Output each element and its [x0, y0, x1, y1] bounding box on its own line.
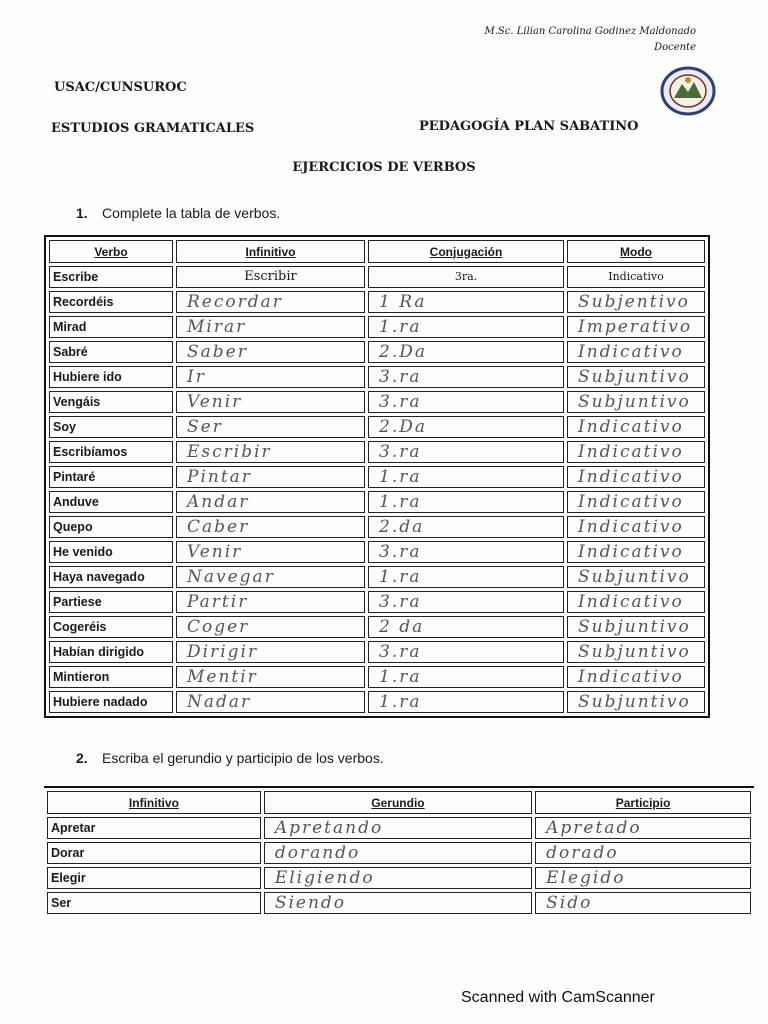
infinitive-cell: Ir: [176, 366, 365, 388]
mood-cell: Subjuntivo: [567, 616, 705, 638]
conjugation-cell: 2.Da: [368, 416, 564, 438]
infinitive-cell: Mirar: [176, 316, 365, 338]
verb-row: [49, 541, 705, 563]
conjugation-cell: 1.ra: [368, 666, 564, 688]
gerund-row: [47, 842, 751, 864]
institution-label: USAC/CUNSUROC: [54, 80, 187, 95]
mood-cell: Indicativo: [567, 491, 705, 513]
participle-cell: Sido: [535, 892, 751, 914]
mood-cell: Indicativo: [567, 441, 705, 463]
mood-cell: Indicativo: [567, 341, 705, 363]
infinitive-cell: Apretar: [47, 817, 261, 839]
gerund-cell: dorando: [264, 842, 532, 864]
mood-cell: Subjentivo: [567, 291, 705, 313]
mood-cell: Indicativo: [567, 266, 705, 288]
col-modo: Modo: [567, 240, 705, 263]
verb-cell: Recordéis: [49, 291, 173, 313]
mood-cell: Indicativo: [567, 516, 705, 538]
conjugation-cell: 1 Ra: [368, 291, 564, 313]
verb-cell: Cogeréis: [49, 616, 173, 638]
verb-cell: Pintaré: [49, 466, 173, 488]
verbs-table: [44, 235, 710, 718]
gerund-cell: Eligiendo: [264, 867, 532, 889]
infinitive-cell: Recordar: [176, 291, 365, 313]
page-title: EJERCICIOS DE VERBOS: [292, 160, 476, 175]
conjugation-cell: 3.ra: [368, 541, 564, 563]
verb-cell: He venido: [49, 541, 173, 563]
verb-cell: Escribíamos: [49, 441, 173, 463]
verb-row: [49, 516, 705, 538]
conjugation-cell: 1.ra: [368, 566, 564, 588]
gerund-table-header: [47, 791, 751, 814]
verb-row: [49, 316, 705, 338]
gerund-row: [47, 892, 751, 914]
mood-cell: Subjuntivo: [567, 391, 705, 413]
university-seal-icon: [660, 66, 716, 116]
mood-cell: Subjuntivo: [567, 691, 705, 713]
verb-row: [49, 641, 705, 663]
verb-cell: Mintieron: [49, 666, 173, 688]
infinitive-cell: Elegir: [47, 867, 261, 889]
col-verbo: Verbo: [49, 240, 173, 263]
infinitive-cell: Venir: [176, 541, 365, 563]
verb-row: [49, 616, 705, 638]
verb-cell: Soy: [49, 416, 173, 438]
conjugation-cell: 1.ra: [368, 491, 564, 513]
infinitive-cell: Venir: [176, 391, 365, 413]
mood-cell: Indicativo: [567, 591, 705, 613]
col-gerundio: Gerundio: [264, 791, 532, 814]
verb-row: [49, 491, 705, 513]
mood-cell: Indicativo: [567, 416, 705, 438]
section2-instruction: [76, 750, 384, 766]
infinitive-cell: Partir: [176, 591, 365, 613]
participle-cell: dorado: [535, 842, 751, 864]
verb-cell: Mirad: [49, 316, 173, 338]
verb-row: [49, 466, 705, 488]
verb-cell: Quepo: [49, 516, 173, 538]
verb-row: [49, 591, 705, 613]
infinitive-cell: Ser: [47, 892, 261, 914]
conjugation-cell: 1.ra: [368, 316, 564, 338]
verb-cell: Haya navegado: [49, 566, 173, 588]
verb-cell: Habían dirigido: [49, 641, 173, 663]
conjugation-cell: 2 da: [368, 616, 564, 638]
section2-number: 2.: [76, 750, 88, 766]
gerund-table: [44, 786, 754, 917]
section2-text: Escriba el gerundio y participio de los verbos.: [102, 750, 384, 766]
verb-row: [49, 341, 705, 363]
signature-name: M.Sc. Lilian Carolina Godinez Maldonado: [484, 26, 696, 37]
section1-text: Complete la tabla de verbos.: [102, 205, 281, 221]
conjugation-cell: 2.da: [368, 516, 564, 538]
verb-row: [49, 416, 705, 438]
verb-row: [49, 666, 705, 688]
gerund-row: [47, 817, 751, 839]
infinitive-cell: Nadar: [176, 691, 365, 713]
verb-cell: Escribe: [49, 266, 173, 288]
conjugation-cell: 3.ra: [368, 366, 564, 388]
verb-cell: Partiese: [49, 591, 173, 613]
infinitive-cell: Caber: [176, 516, 365, 538]
col-infinitivo: Infinitivo: [47, 791, 261, 814]
mood-cell: Subjuntivo: [567, 566, 705, 588]
conjugation-cell: 3ra.: [368, 266, 564, 288]
verb-cell: Hubiere ido: [49, 366, 173, 388]
verb-cell: Sabré: [49, 341, 173, 363]
verb-row: [49, 366, 705, 388]
course-label: ESTUDIOS GRAMATICALES: [51, 121, 255, 136]
verb-row: [49, 441, 705, 463]
verbs-table-header: [49, 240, 705, 263]
verb-row: [49, 291, 705, 313]
conjugation-cell: 3.ra: [368, 591, 564, 613]
gerund-cell: Siendo: [264, 892, 532, 914]
mood-cell: Indicativo: [567, 541, 705, 563]
mood-cell: Subjuntivo: [567, 366, 705, 388]
conjugation-cell: 3.ra: [368, 441, 564, 463]
infinitive-cell: Saber: [176, 341, 365, 363]
gerund-row: [47, 867, 751, 889]
mood-cell: Imperativo: [567, 316, 705, 338]
infinitive-cell: Andar: [176, 491, 365, 513]
verb-row: [49, 391, 705, 413]
conjugation-cell: 3.ra: [368, 641, 564, 663]
infinitive-cell: Escribir: [176, 441, 365, 463]
verb-cell: Anduve: [49, 491, 173, 513]
col-infinitivo: Infinitivo: [176, 240, 365, 263]
infinitive-cell: Navegar: [176, 566, 365, 588]
mood-cell: Subjuntivo: [567, 641, 705, 663]
col-conjugacion: Conjugación: [368, 240, 564, 263]
infinitive-cell: Dirigir: [176, 641, 365, 663]
participle-cell: Elegido: [535, 867, 751, 889]
section1-instruction: [76, 205, 280, 221]
gerund-cell: Apretando: [264, 817, 532, 839]
verb-row: [49, 266, 705, 288]
verb-cell: Vengáis: [49, 391, 173, 413]
mood-cell: Indicativo: [567, 466, 705, 488]
program-label: PEDAGOGÍA PLAN SABATINO: [419, 119, 639, 134]
conjugation-cell: 1.ra: [368, 466, 564, 488]
verb-row: [49, 691, 705, 713]
participle-cell: Apretado: [535, 817, 751, 839]
infinitive-cell: Escribir: [176, 266, 365, 288]
conjugation-cell: 1.ra: [368, 691, 564, 713]
verb-row: [49, 566, 705, 588]
verb-cell: Hubiere nadado: [49, 691, 173, 713]
infinitive-cell: Coger: [176, 616, 365, 638]
infinitive-cell: Dorar: [47, 842, 261, 864]
teacher-signature: [485, 24, 697, 56]
infinitive-cell: Mentir: [176, 666, 365, 688]
section1-number: 1.: [76, 205, 88, 221]
col-participio: Participio: [535, 791, 751, 814]
infinitive-cell: Pintar: [176, 466, 365, 488]
scanner-watermark: Scanned with CamScanner: [461, 989, 655, 1006]
conjugation-cell: 3.ra: [368, 391, 564, 413]
infinitive-cell: Ser: [176, 416, 365, 438]
mood-cell: Indicativo: [567, 666, 705, 688]
signature-role: Docente: [654, 42, 696, 53]
conjugation-cell: 2.Da: [368, 341, 564, 363]
